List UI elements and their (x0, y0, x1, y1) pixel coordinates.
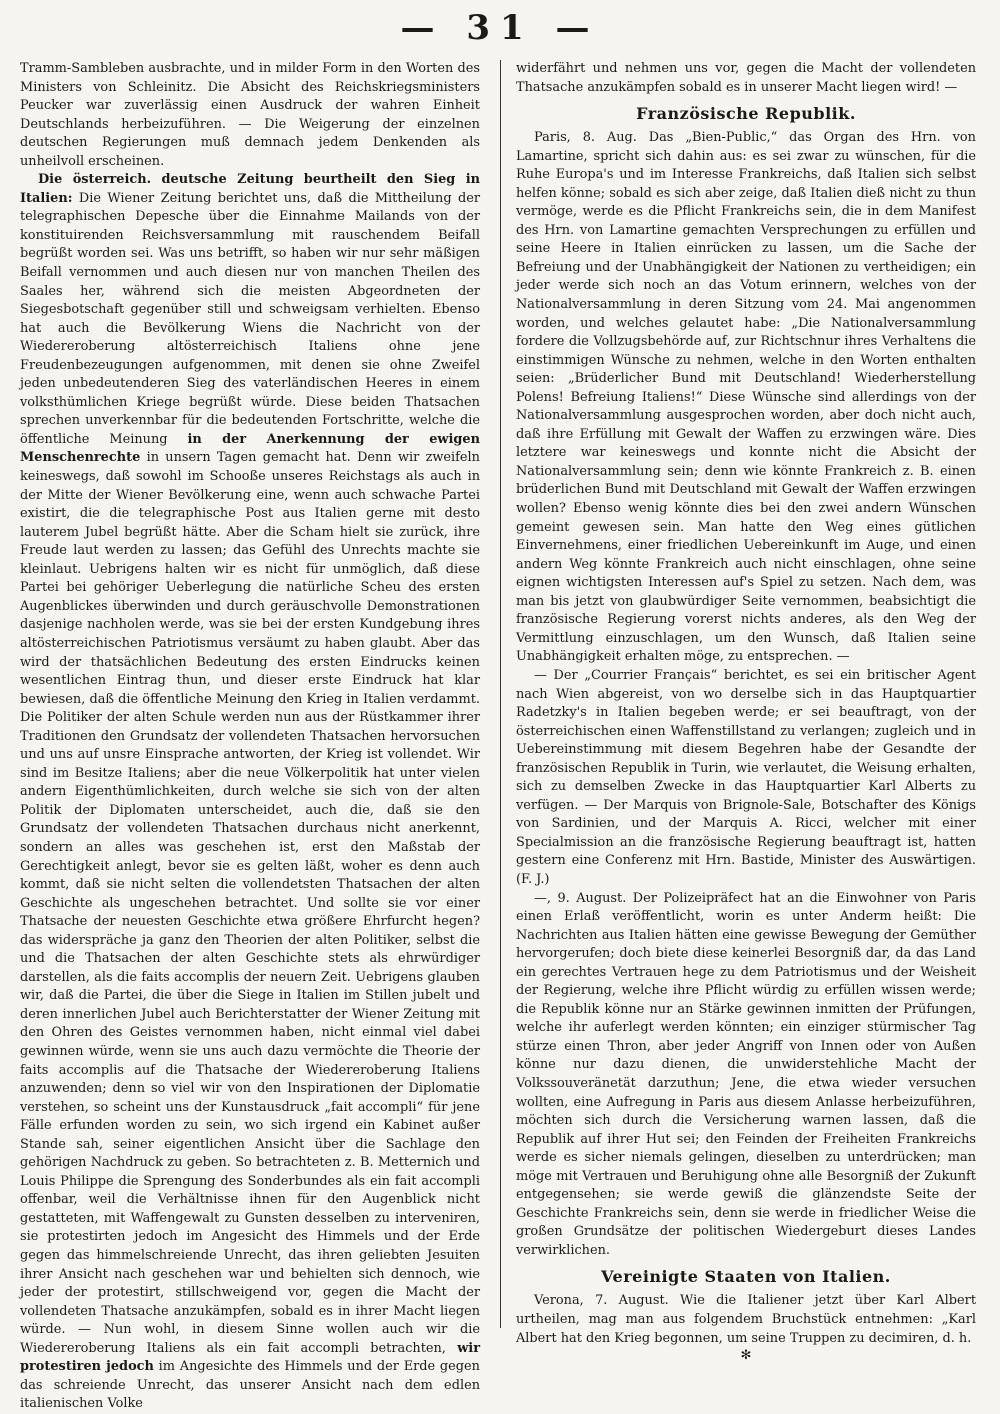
article-bold-protest: wir protestiren jedoch (20, 1340, 480, 1375)
column-divider (500, 60, 501, 1328)
right-column (516, 60, 976, 1364)
article-verona: Verona, 7. August. Wie die Italiener jetzt über Karl Albert urtheilen, mag man aus folgendem Bruchstück entnehmen: „Karl Albert hat den Krieg begonnen, um seine Truppen zu decimiren, d. h. (516, 1293, 976, 1346)
article-continuation: Tramm-Sambleben ausbrachte, und in milder Form in den Worten des Ministers von Schleinitz. Die Absicht des Reichskriegsministers Peucker war zuverlässig einen Ausdruck der wahren Einheit Deutschlands herbeizuführen. — Die Weigerung der einzelnen deutschen Regierungen muß demnach jedem Denkenden als unheilvoll erscheinen. (20, 61, 480, 169)
section-heading-united-states-italy: Vereinigte Staaten von Italien. (601, 1267, 891, 1287)
page-number: — 31 — (400, 8, 600, 48)
article-paris-aug-8: Paris, 8. Aug. Das „Bien-Public,“ das Organ des Hrn. von Lamartine, spricht sich dahin aus: es sei zwar zu wünschen, für die Ruhe Europa's und im Interesse Frankreichs, daß Italien sich selbst helfen könne; sobald es sich aber zeige, daß Italien dieß nicht zu thun vermöge, werde es die Pflicht Frankreichs sein, die in dem Manifest des Hrn. von Lamartine gemachten Versprechungen zu erfüllen und seine Heere in Italien einrücken zu lassen, um die Sache der Befreiung und der Unabhängigkeit der Nationen zu vertheidigen; ein jeder werde sich noch an das Votum erinnern, welches von der Nationalversammlung in deren Sitzung vom 24. Mai angenommen worden, und welches gelautet habe: „Die Nationalversammlung fordere die Vollzugsbehörde auf, zur Richtschnur ihres Verhaltens die einstimmigen Wünsche zu nehmen, welche in den Worten enthalten seien: „Brüderlicher Bund mit Deutschland! Wiederherstellung Polens! Befreiung Italiens!“ Diese Wünsche sind allerdings von der Nationalversammlung ausgesprochen worden, aber doch nicht auch, daß ihre Erfüllung mit Gewalt der Waffen zu erzwingen wäre. Dies letztere war keineswegs und konnte nicht die Absicht der Nationalversammlung sein; denn wie könnte Frankreich z. B. einen brüderlichen Bund mit Deutschland mit Gewalt der Waffen erzwingen wollen? Ebenso wenig könnte dies bei den zwei andern Wünschen gemeint gewesen sein. Man hatte den Weg eines gütlichen Einvernehmens, einer friedlichen Uebereinkunft im Auge, und einen andern Weg könnte Frankreich auch nicht einschlagen, ohne seine eignen wichtigsten Interessen auf's Spiel zu setzen. Nach dem, was man bis jetzt von glaubwürdiger Seite vernommen, beabsichtigt die französische Regierung vorerst nichts anderes, als den Weg der Vermittlung einzuschlagen, um den Wunsch, daß Italien seine Unabhängigkeit erhalten möge, zu entsprechen. — (516, 130, 976, 665)
article-continuation-right: widerfährt und nehmen uns vor, gegen die Macht der vollendeten Thatsache anzukämpfen sobald es in unserer Macht liegen wird! — (516, 61, 976, 95)
article-columns (20, 60, 980, 1412)
article-courrier-francais: — Der „Courrier Français“ berichtet, es sei ein britischer Agent nach Wien abgereist, von wo derselbe sich in das Hauptquartier Radetzky's in Italien begeben werde; er sei beauftragt, von der österreichischen einen Waffenstillstand zu verlangen; zugleich und in Uebereinstimmung mit diesem Begehren habe der Gesandte der französischen Republik in Turin, wie verlautet, die Weisung erhalten, sich zu demselben Zwecke in das Hauptquartier Karl Alberts zu verfügen. — Der Marquis von Brignole-Sale, Botschafter des Königs von Sardinien, und der Marquis A. Ricci, welcher mit einer Specialmission an die französische Regierung beauftragt ist, hatten gestern eine Conferenz mit Hrn. Bastide, Minister des Auswärtigen. (F. J.) (516, 667, 976, 887)
article-body: Die Wiener Zeitung berichtet uns, daß die Mittheilung der telegraphischen Depesche über die Einnahme Mailands von der konstituirenden Reichsversammlung mit rauschendem Beifall begrüßt worden sei. Was uns betrifft, so haben wir nur sehr mäßigen Beifall vernommen und auch diesen nur von manchen Theilen des Saales her, während sich die meisten Abgeordneten der Siegesbotschaft gegenüber still und schweigsam verhielten. Ebenso hat auch die Bevölkerung Wiens die Nachricht von der Wiedereroberung altösterreichisch Italiens ohne jene Freudenbezeugungen aufgenommen, mit denen sie ohne Zweifel jeden unbedeutenderen Sieg des vaterländischen Heeres in einem volksthümlichen Kriege begrüßt würde. Diese beiden Thatsachen sprechen unverkennbar für die bedeutenden Fortschritte, welche die öffentliche Meinung (20, 190, 481, 447)
section-heading-french-republic: Französische Republik. (636, 104, 856, 124)
article-paris-aug-9: —, 9. August. Der Polizeipräfect hat an die Einwohner von Paris einen Erlaß veröffentlicht, worin es unter Anderm heißt: Die Nachrichten aus Italien hätten eine gewisse Bewegung der Gemüther hervorgerufen; doch biete diese keinerlei Besorgniß dar, da das Land ein gerechtes Vertrauen hege zu dem Patriotismus und der Weisheit der Regierung, welche ihre Pflicht würdig zu erfüllen wissen werde; die Republik könne nur an Stärke gewinnen inmitten der Prüfungen, welche ihr auferlegt werden könnten; ein einziger stürmischer Tag stürze einen Thron, aber jeder Angriff von Innen oder von Außen könne nur dazu dienen, die unwiderstehliche Macht der Volkssouveränetät darzuthun; Jene, die etwa wieder versuchen wollten, eine Aufregung in Paris aus diesem Anlasse herbeizuführen, möchten sich durch die Versicherung warnen lassen, daß die Republik auf ihrer Hut sei; den Feinden der Freiheiten Frankreichs werde es sicher niemals gelingen, dieselben zu unterdrücken; man möge mit Vertrauen und Beruhigung ohne alle Besorgniß der Zukunft entgegensehen; sie werde gewiß die glänzendste Seite der Geschichte Frankreichs sein, denn sie werde in friedlicher Weise die großen Grundsätze der politischen Wiedergeburt dieses Landes verwirklichen. (516, 890, 976, 1258)
left-column (20, 60, 481, 1412)
article-bold-phrase: in der Anerkennung der ewigen Menschenrechte (20, 431, 480, 466)
article-body-continued: in unsern Tagen gemacht hat. Denn wir zweifeln keineswegs, daß sowohl im Schooße unseres Reichstags als auch in der Mitte der Wiener Bevölkerung eine, wenn auch schwache Partei existirt, die die telegraphische Post aus Italien gerne mit desto lauterem Jubel begrüßt hätte. Aber die Scham hielt sie zurück, ihre Freude laut werden zu lassen; das Gefühl des Unrechts machte sie kleinlaut. Uebrigens halten wir es nicht für unmöglich, daß diese Partei bei gehöriger Ueberlegung die natürliche Scheu des ersten Augenblickes überwinden und durch geräuschvolle Demonstrationen dasjenige nachholen werde, was sie bei der ersten Kundgebung ihres altösterreichischen Patriotismus versäumt zu haben glaubt. Aber das wird der thatsächlichen Bedeutung des ersten Eindrucks keinen wesentlichen Eintrag thun, und dieser erste Eindruck hat klar bewiesen, daß die öffentliche Meinung den Krieg in Italien verdammt. Die Politiker der alten Schule werden nun aus der Rüstkammer ihrer Traditionen den Grundsatz der vollendeten Thatsachen hervorsuchen und uns auf unsre Einsprache antworten, der Krieg ist vollendet. Wir sind im Besitze Italiens; aber die neue Völkerpolitik hat unter vielen andern Eigenthümlichkeiten, durch welche sie sich von der alten Politik der Diplomaten unterscheidet, auch die, daß sie den Grundsatz der vollendeten Thatsachen durchaus nicht anerkennt, sondern an alles was geschehen ist, erst den Maßstab der Gerechtigkeit anlegt, bevor sie es gelten läßt, woher es denn auch kommt, daß sie nicht selten die vollendetsten Thatsachen der alten Geschichte als ungeschehen betrachtet. Und sollte sie vor einer Thatsache der neuesten Geschichte etwa größere Ehrfurcht hegen? das widerspräche ja ganz den Theorien der alten Politiker, selbst die und die Thatsachen der alten Geschichte stets als ehrwürdiger darstellen, als die faits accomplis der neuern Zeit. Uebrigens glauben wir, daß die Partei, die über die Siege in Italien im Stillen jubelt und deren innerlichen Jubel auch Berichterstatter der Wiener Zeitung mit den Ohren des Geistes vernommen haben, nicht einmal viel dabei gewinnen würde, wenn sie uns auch dazu vermöchte die Theorie der faits accomplis auf die Thatsache der Wiedereroberung Italiens anzuwenden; denn so viel wir von den Inspirationen der Diplomatie verstehen, so scheint uns der Kunstausdruck „fait accompli“ für jene Fälle erfunden worden zu sein, wo sich irgend ein Kabinet außer Stande sah, seiner eigentlichen Ansicht über die Sachlage den gehörigen Nachdruck zu geben. So betrachteten z. B. Metternich und Louis Philippe die Sprengung des Sonderbundes als ein fait accompli offenbar, weil die Verhältnisse ihnen für den Augenblick nicht gestatteten, mit Waffengewalt zu Gunsten desselben zu interveniren, sie protestirten jedoch im Angesicht des Himmels und der Erde gegen das himmelschreiende Unrecht, das ihren geliebten Jesuiten ihrer Ansicht nach geschehen war und behielten sich dennoch, wie jeder der protestirt, stillschweigend vor, gegen die Macht der vollendeten Thatsache anzukämpfen, sobald es in ihrer Macht liegen würde. — Nun wohl, in diesem Sinne wollen auch wir die Wiedereroberung Italiens als ein fait accompli betrachten, (20, 450, 480, 1356)
article-body-end: im Angesichte des Himmels und der Erde gegen das schreiende Unrecht, das unserer Ansicht nach dem edlen italienischen Volke (20, 1359, 480, 1412)
article-lead-bold: Die österreich. deutsche Zeitung beurtheilt den Sieg in Italien: (20, 172, 480, 206)
article-austrian-press (20, 171, 480, 1414)
asterism-mark: ✻ (740, 1348, 752, 1364)
